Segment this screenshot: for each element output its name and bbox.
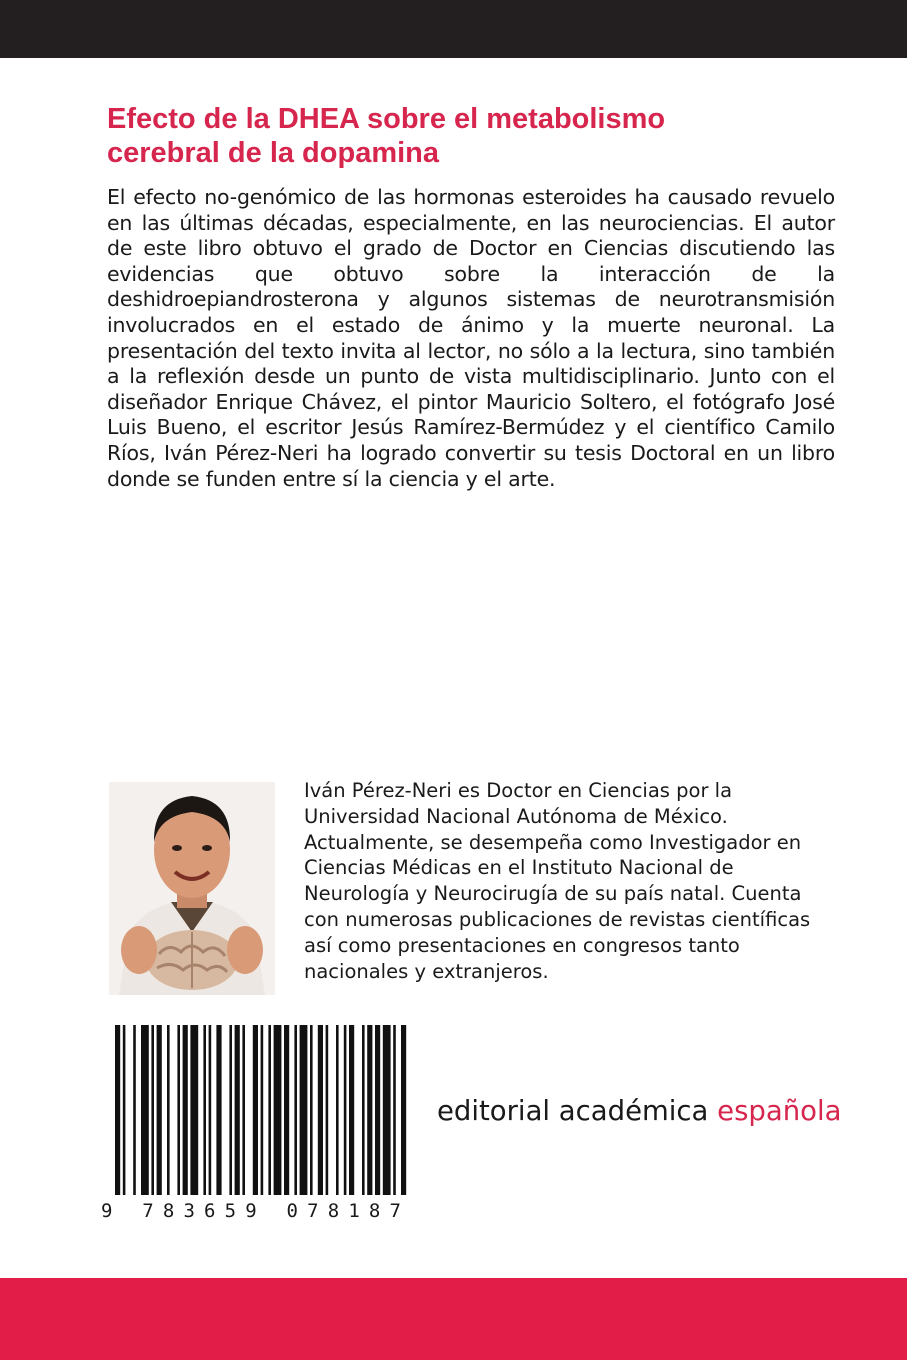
- barcode-bar: [310, 1025, 313, 1195]
- barcode-digits: 9 783659 078187: [101, 1200, 401, 1221]
- top-band: [0, 0, 907, 58]
- barcode-bar: [375, 1025, 380, 1195]
- author-bio-line: con numerosas publicaciones de revistas científicas: [304, 907, 811, 931]
- barcode-bar: [235, 1025, 240, 1195]
- barcode-bar: [294, 1025, 297, 1195]
- barcode-bar: [367, 1025, 372, 1195]
- author-bio-line: así como presentaciones en congresos tanto: [304, 933, 740, 957]
- barcode-bar: [383, 1025, 391, 1195]
- publisher-name-accent: española: [717, 1095, 842, 1127]
- barcode-bar: [177, 1025, 180, 1195]
- author-portrait-illustration: [109, 782, 275, 995]
- barcode-bar: [261, 1025, 264, 1195]
- barcode-bar: [141, 1025, 149, 1195]
- barcode-bar: [326, 1025, 329, 1195]
- barcode-bar: [123, 1025, 126, 1195]
- barcode-bar: [242, 1025, 245, 1195]
- author-bio-line: Universidad Nacional Autónoma de México.: [304, 804, 728, 828]
- barcode-bar: [318, 1025, 323, 1195]
- barcode-bar: [229, 1025, 232, 1195]
- barcode-bar: [300, 1025, 308, 1195]
- barcode-bar: [401, 1025, 406, 1195]
- barcode-bar: [349, 1025, 354, 1195]
- author-photo: [109, 782, 275, 995]
- barcode-bar: [115, 1025, 120, 1195]
- barcode-bar: [253, 1025, 258, 1195]
- book-blurb: El efecto no-genómico de las hormonas esteroides ha causado revuelo en las últimas décadas, especialmente, en las neurociencias. El autor de este libro obtuvo el grado de Doctor en Ciencias discutiendo las evidencias que obtuvo sobre la interacción de la deshidroepiandrosterona y algunos sistemas de neurotransmisión involucrados en el estado de ánimo y la muerte neuronal. La presentación del texto invita al lector, no sólo a la lectura, sino también a la reflexión desde un punto de vista multidisciplinario. Junto con el diseñador Enrique Chávez, el pintor Mauricio Soltero, el fotógrafo José Luis Bueno, el escritor Jesús Ramírez-Bermúdez y el científico Camilo Ríos, Iván Pérez-Neri ha logrado convertir su tesis Doctoral en un libro donde se funden entre sí la ciencia y el arte.: [107, 185, 835, 491]
- barcode-bar: [268, 1025, 271, 1195]
- barcode-bar: [284, 1025, 289, 1195]
- barcode-bars: [115, 1025, 406, 1195]
- author-bio-line: Neurología y Neurocirugía de su país natal. Cuenta: [304, 882, 802, 906]
- author-bio-line: nacionales y extranjeros.: [304, 959, 549, 983]
- barcode-bar: [190, 1025, 198, 1195]
- isbn-barcode: [101, 1025, 417, 1221]
- barcode-bar: [203, 1025, 206, 1195]
- barcode-bar: [216, 1025, 221, 1195]
- author-bio-line: Iván Pérez-Neri es Doctor en Ciencias por la: [304, 779, 733, 802]
- barcode-bar: [393, 1025, 396, 1195]
- barcode-bar: [336, 1025, 339, 1195]
- author-bio-line: Actualmente, se desempeña como Investigador en: [304, 830, 802, 854]
- barcode-bar: [157, 1025, 162, 1195]
- publisher-name: editorial académica: [437, 1095, 718, 1127]
- bottom-band: [0, 1278, 907, 1360]
- author-bio-line: Ciencias Médicas en el Instituto Nacional de: [304, 856, 734, 880]
- author-bio: [304, 778, 844, 984]
- publisher-logo: [437, 1095, 841, 1127]
- barcode-bar: [362, 1025, 365, 1195]
- barcode-bar: [151, 1025, 154, 1195]
- book-title: [107, 102, 807, 170]
- book-title-line-2: cerebral de la dopamina: [107, 137, 440, 169]
- book-title-line-1: Efecto de la DHEA sobre el metabolismo: [107, 103, 666, 135]
- barcode-bar: [133, 1025, 136, 1195]
- barcode-bar: [344, 1025, 347, 1195]
- barcode-bar: [209, 1025, 212, 1195]
- barcode-bar: [183, 1025, 188, 1195]
- barcode-bar: [167, 1025, 170, 1195]
- barcode-bar: [274, 1025, 282, 1195]
